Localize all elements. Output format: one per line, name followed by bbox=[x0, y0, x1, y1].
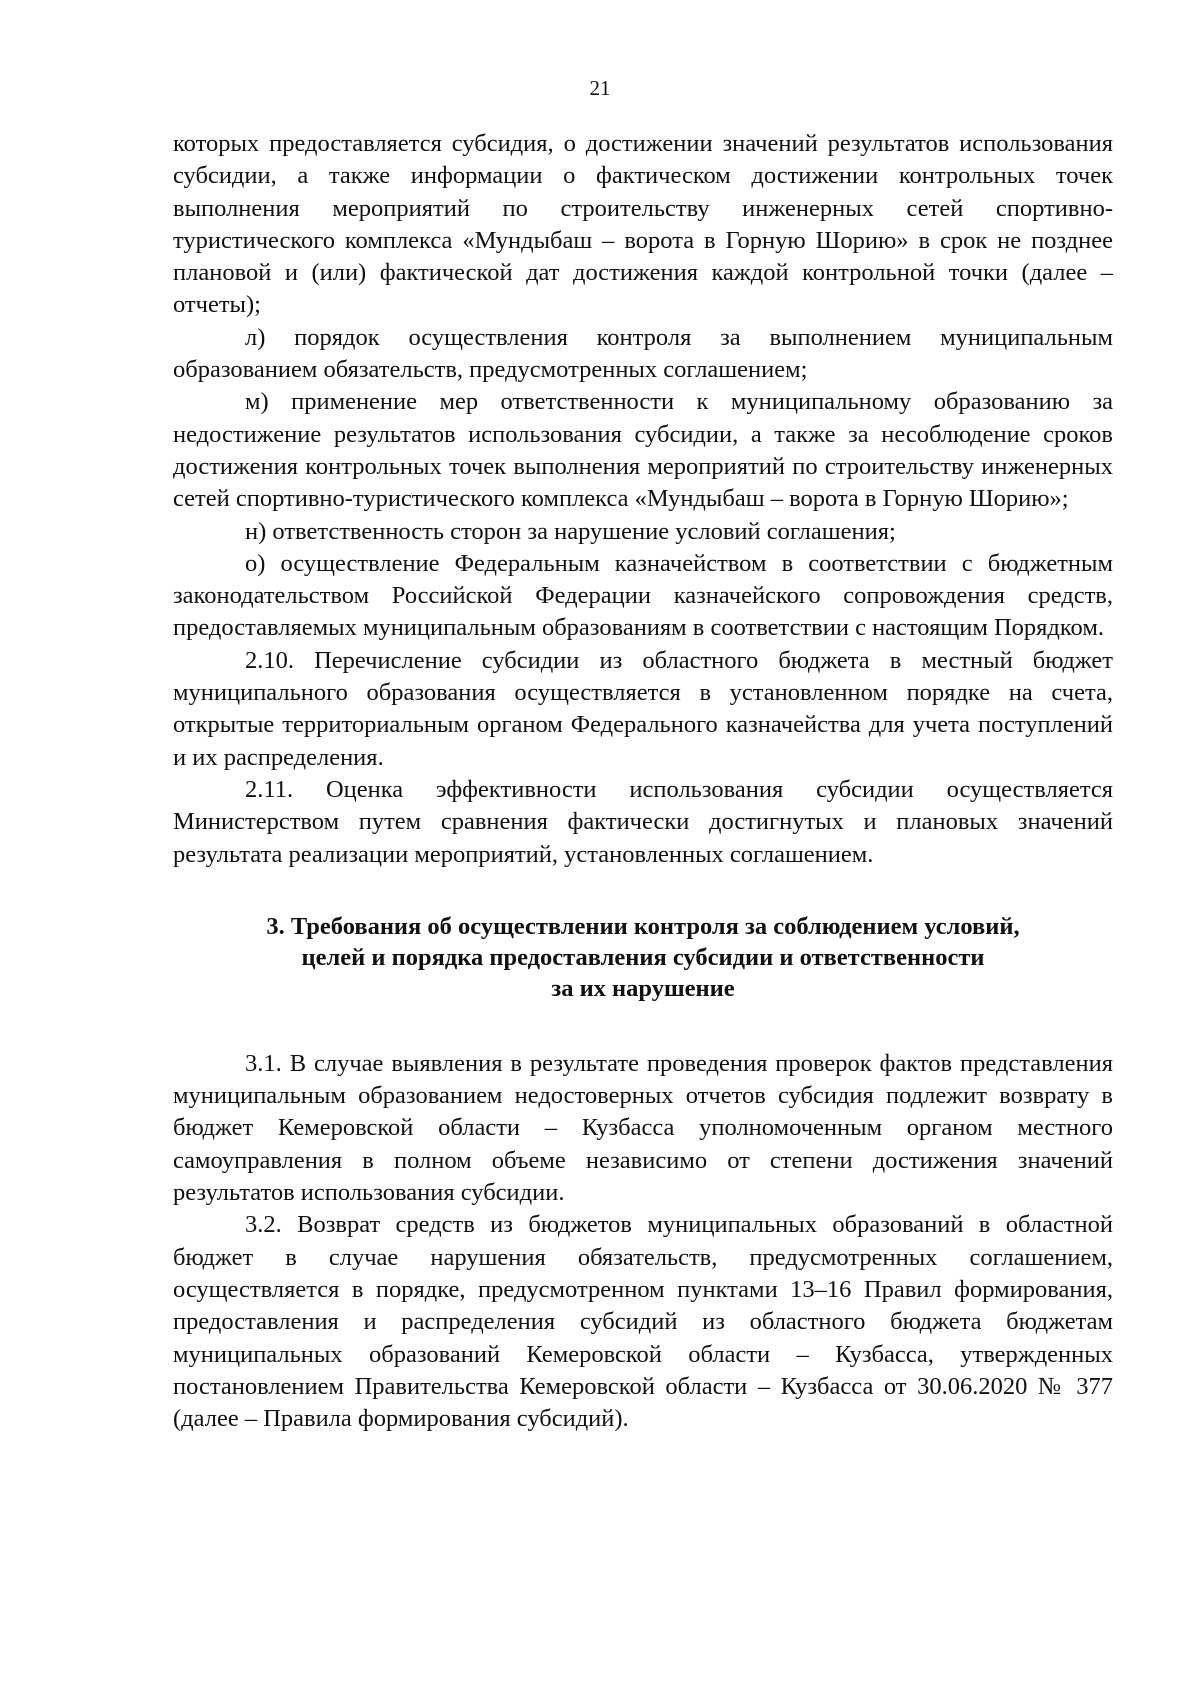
paragraph-3-1: 3.1. В случае выявления в результате проведения проверок фактов представления муниципальным образованием недостоверных отчетов субсидия подлежит возврату в бюджет Кемеровской области – Кузбасса уполномоченным органом местного самоуправления в полном объеме независимо от степени достижения значений результатов использования субсидии. bbox=[173, 1049, 1113, 1207]
section-heading-line-3: за их нарушение bbox=[551, 974, 735, 1002]
page-number: 21 bbox=[589, 76, 611, 100]
paragraph-3-2: 3.2. Возврат средств из бюджетов муниципальных образований в областной бюджет в случае нарушения обязательств, предусмотренных соглашением, осуществляется в порядке, предусмотренном пунктами 13–16 Правил формирования, предоставления и распределения субсидий из областного бюджета бюджетам муниципальных образований Кемеровской области – Кузбасса, утвержденных постановлением Правительства Кемеровской области – Кузбасса от 30.06.2020 № 377 (далее – Правила формирования субсидий). bbox=[173, 1211, 1113, 1433]
section-heading-line-1: 3. Требования об осуществлении контроля за соблюдением условий, bbox=[266, 912, 1020, 940]
section-3-heading bbox=[173, 911, 1113, 1004]
paragraph-2-11: 2.11. Оценка эффективности использования субсидии осуществляется Министерством путем сравнения фактически достигнутых и плановых значений результата реализации мероприятий, установленных соглашением. bbox=[173, 775, 1113, 868]
paragraph-item-o: о) осуществление Федеральным казначейством в соответствии с бюджетным законодательством Российской Федерации казначейского сопровождения средств, предоставляемых муниципальным образованиям в соответствии с настоящим Порядком. bbox=[173, 549, 1113, 642]
paragraph-reports-continuation: которых предоставляется субсидия, о достижении значений результатов использования субсидии, а также информации о фактическом достижении контрольных точек выполнения мероприятий по строительству инженерных сетей спортивно-туристического комплекса «Мундыбаш – ворота в Горную Шорию» в срок не позднее плановой и (или) фактической дат достижения каждой контрольной точки (далее – отчеты); bbox=[173, 130, 1113, 319]
section-heading-line-2: целей и порядка предоставления субсидии и ответственности bbox=[301, 943, 985, 971]
paragraph-item-m: м) применение мер ответственности к муниципальному образованию за недостижение результатов использования субсидии, а также за несоблюдение сроков достижения контрольных точек выполнения мероприятий по строительству инженерных сетей спортивно-туристического комплекса «Мундыбаш – ворота в Горную Шорию»; bbox=[173, 388, 1113, 513]
paragraph-2-10: 2.10. Перечисление субсидии из областного бюджета в местный бюджет муниципального образования осуществляется в установленном порядке на счета, открытые территориальным органом Федерального казначейства для учета поступлений и их распределения. bbox=[173, 646, 1113, 771]
document-body bbox=[173, 128, 1113, 1435]
paragraph-item-l: л) порядок осуществления контроля за выполнением муниципальным образованием обязательств, предусмотренных соглашением; bbox=[173, 323, 1113, 384]
paragraph-item-n: н) ответственность сторон за нарушение условий соглашения; bbox=[245, 517, 896, 545]
